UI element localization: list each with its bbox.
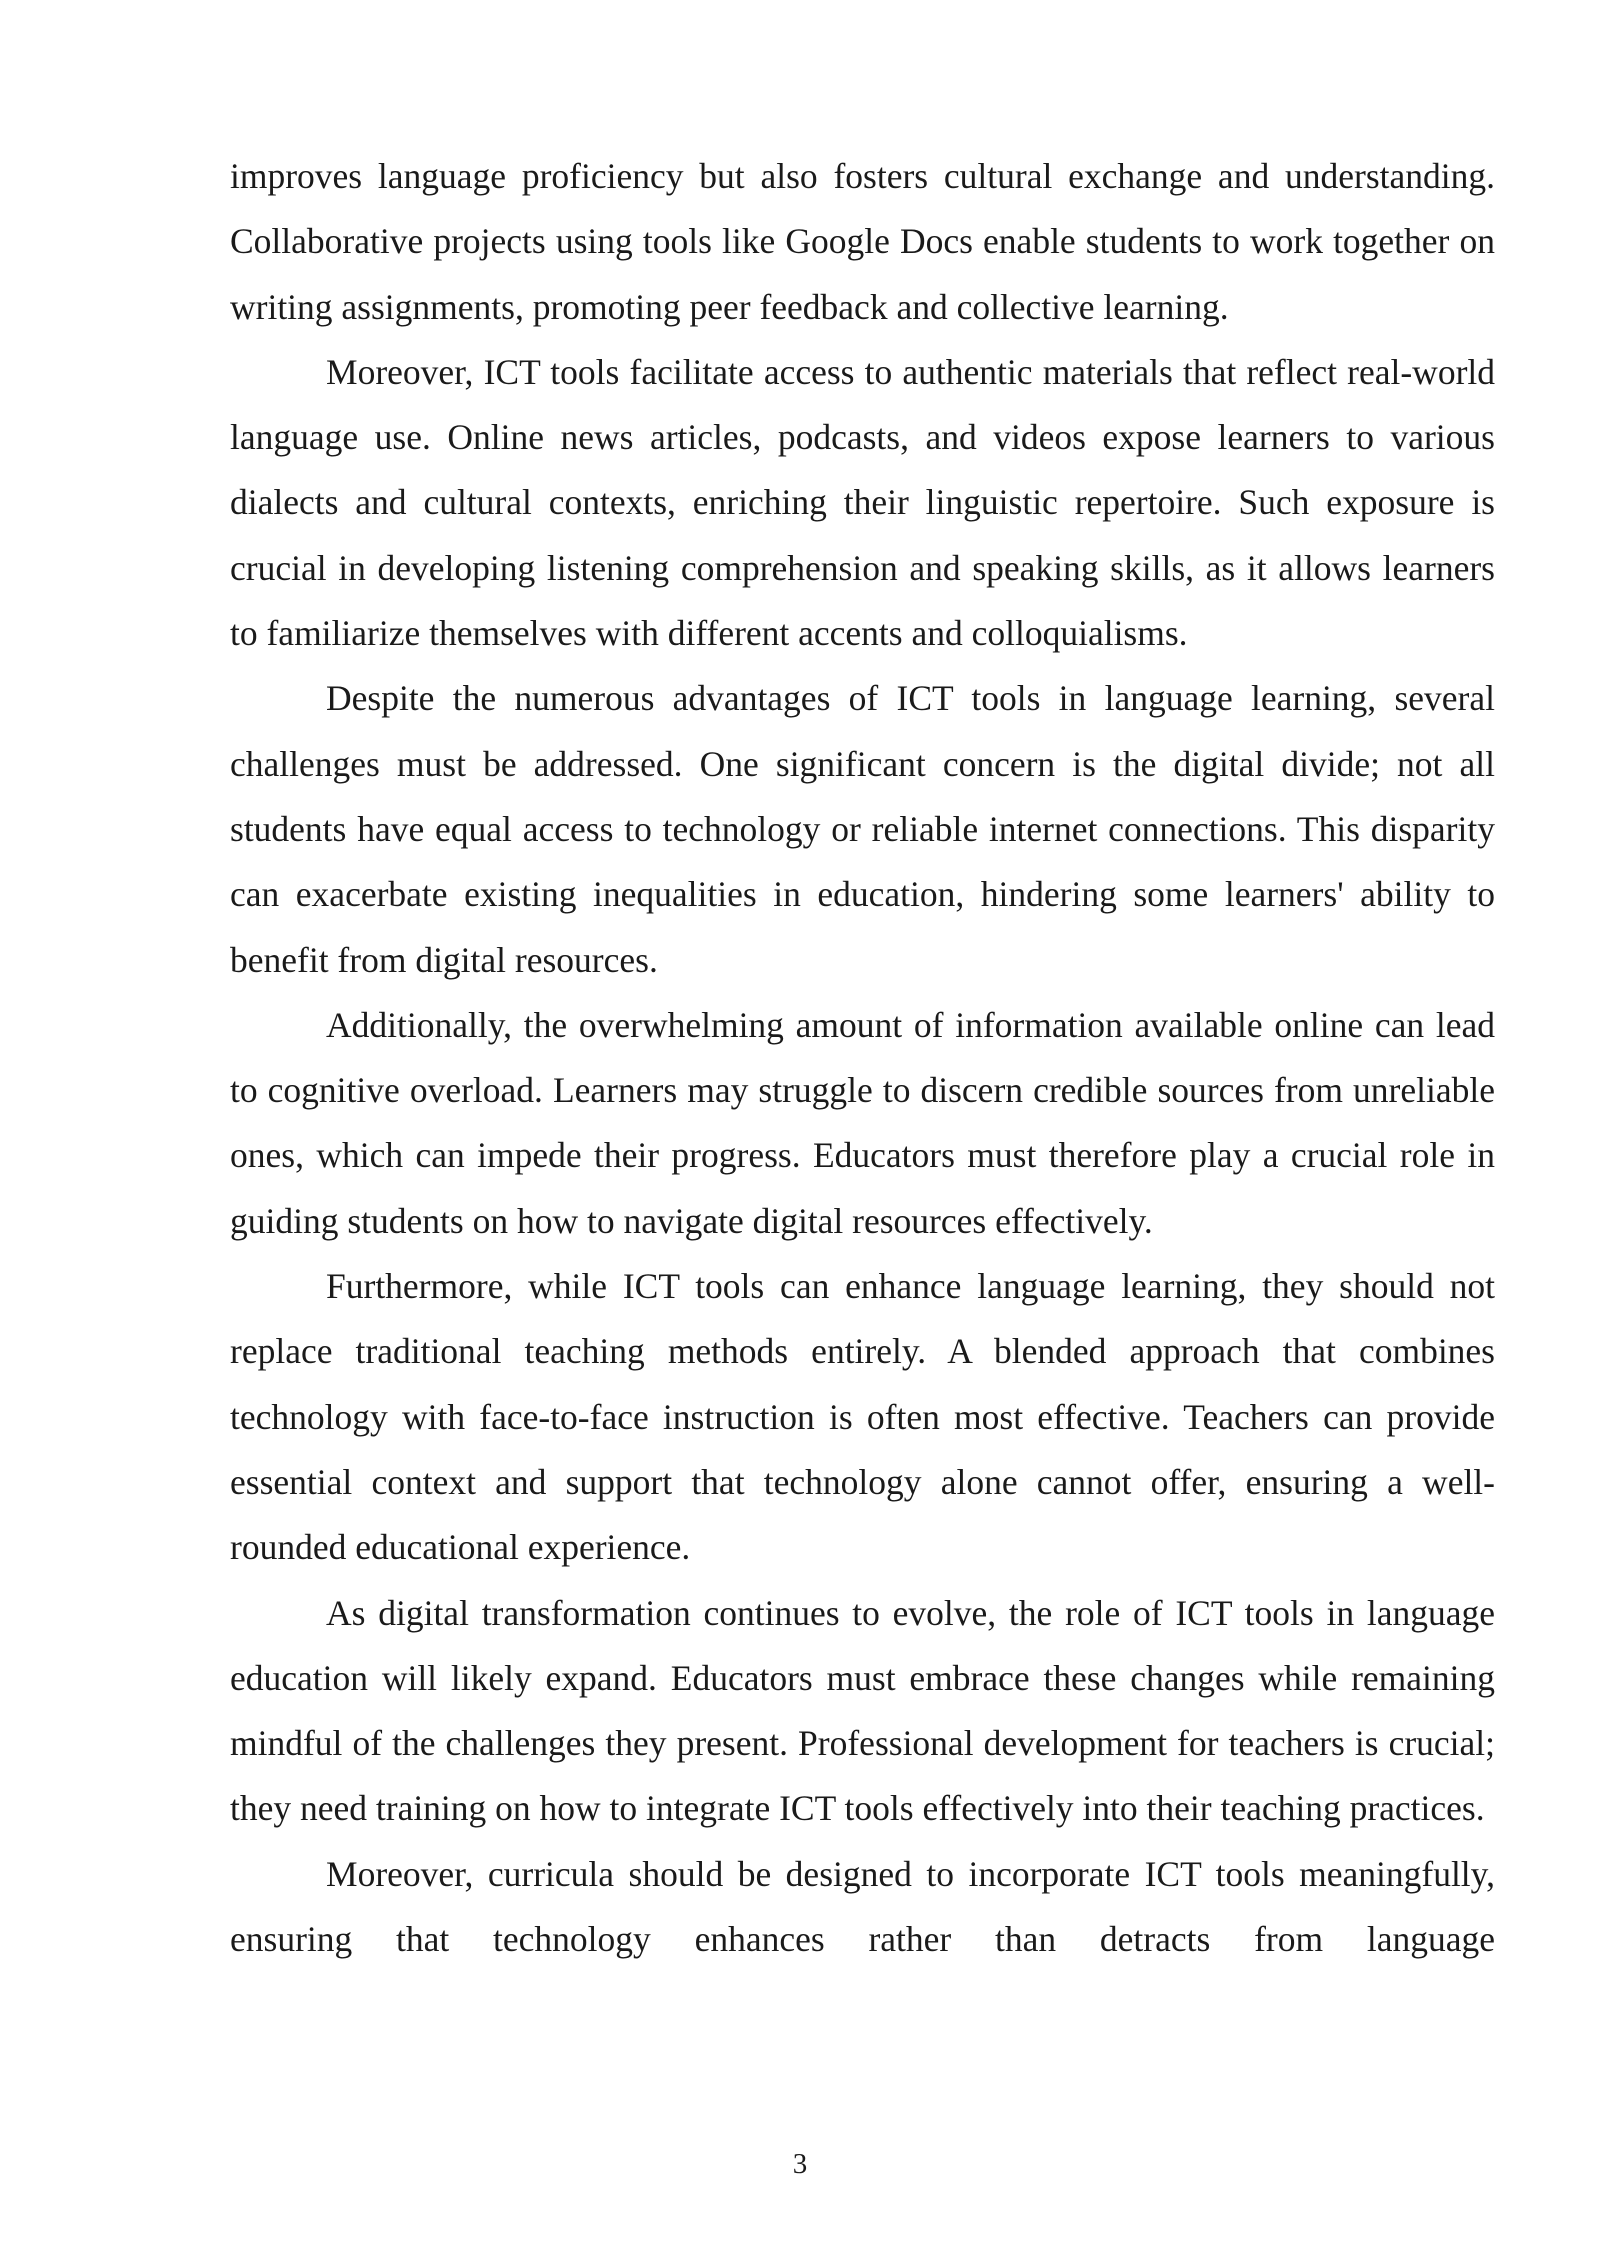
paragraph-blended-approach: Furthermore, while ICT tools can enhance language learning, they should not replace traditional teaching methods entirely. A blended approach that combines technology with face-to-face instruction is often most effective. Teachers can provide essential context and support that technology alone cannot offer, ensuring a well-rounded educational experience.: [230, 1266, 1495, 1568]
page-number: 3: [792, 2148, 808, 2180]
paragraph-authentic-materials: Moreover, ICT tools facilitate access to authentic materials that reflect real-world language use. Online news articles, podcasts, and videos expose learners to various dialects and cultural contexts, enriching their linguistic repertoire. Such exposure is crucial in developing listening comprehension and speaking skills, as it allows learners to familiarize themselves with different accents and colloquialisms.: [230, 351, 1495, 654]
paragraph-digital-transformation: As digital transformation continues to evolve, the role of ICT tools in language education will likely expand. Educators must embrace these changes while remaining mindful of the challenges they present. Professional development for teachers is crucial; they need training on how to integrate ICT tools effectively into their teaching practices.: [230, 1592, 1495, 1829]
paragraph-cognitive-overload: Additionally, the overwhelming amount of information available online can lead to cognitive overload. Learners may struggle to discern credible sources from unreliable ones, which can impede their progress. Educators must therefore play a crucial role in guiding students on how to navigate digital resources effectively.: [230, 1004, 1495, 1241]
body-text: [230, 144, 1495, 1972]
paragraph-challenges: Despite the numerous advantages of ICT tools in language learning, several challenges must be addressed. One significant concern is the digital divide; not all students have equal access to technology or reliable internet connections. This disparity can exacerbate existing inequalities in education, hindering some learners' ability to benefit from digital resources.: [230, 678, 1495, 980]
paragraph-curricula: Moreover, curricula should be designed to incorporate ICT tools meaningfully, ensuring that technology enhances rather than detracts from language: [230, 1853, 1495, 1960]
paragraph-continued: improves language proficiency but also fosters cultural exchange and understanding. Collaborative projects using tools like Google Docs enable students to work together on writing assignments, promoting peer feedback and collective learning.: [230, 156, 1495, 327]
